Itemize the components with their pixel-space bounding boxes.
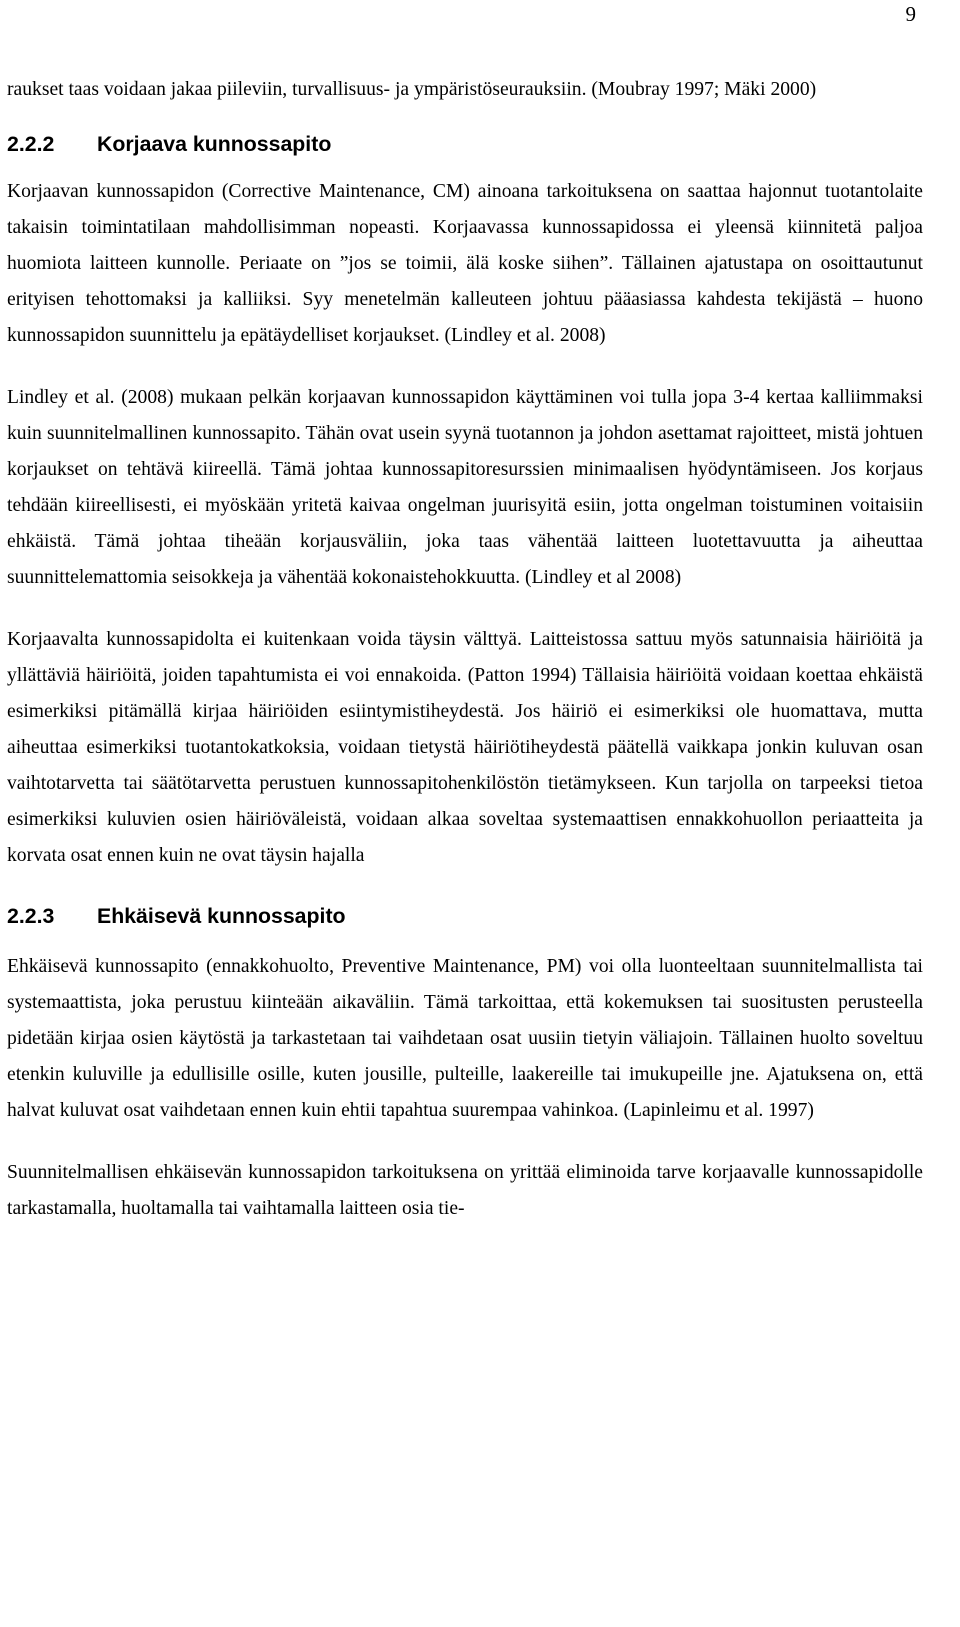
paragraph-continuation: raukset taas voidaan jakaa piileviin, turvallisuus- ja ympäristöseurauksiin. (Moubray 1997; Mäki 2000)	[7, 79, 817, 100]
paragraph: Korjaavan kunnossapidon (Corrective Maintenance, CM) ainoana tarkoituksena on saattaa hajonnut tuotantolaite takaisin toimintatilaan mahdollisimman nopeasti. Korjaavassa kunnossapidossa ei yleensä kiinnitetä paljoa huomiota laitteen kunnolle. Periaate on ”jos se toimii, älä koske siihen”. Tällainen ajatustapa on osoittautunut erityisen tehottomaksi ja kalliiksi. Syy menetelmän kalleuteen johtuu pääasiassa kahdesta tekijästä – huono kunnossapidon suunnittelu ja epätäydelliset korjaukset. (Lindley et al. 2008)	[7, 181, 923, 346]
paragraph: Suunnitelmallisen ehkäisevän kunnossapidon tarkoituksena on yrittää eliminoida tarve korjaavalle kunnossapidolle tarkastamalla, huoltamalla tai vaihtamalla laitteen osia tie-	[7, 1162, 923, 1219]
paragraph: Korjaavalta kunnossapidolta ei kuitenkaan voida täysin välttyä. Laitteistossa sattuu myös satunnaisia häiriöitä ja yllättäviä häiriöitä, joiden tapahtumista ei voi ennakoida. (Patton 1994) Tällaisia häiriöitä voidaan koettaa ehkäistä esimerkiksi pitämällä kirjaa häiriöiden esiintymistiheydestä. Jos häiriö ei esimerkiksi ole huomattava, mutta aiheuttaa esimerkiksi tuotantokatkoksia, voidaan tietystä häiriötiheydestä päätellä vaikkapa jonkin kuluvan osan vaihtotarvetta tai säätötarvetta perustuen kunnossapitohenkilöstön tietämykseen. Kun tarjolla on tarpeeksi tietoa esimerkiksi kuluvien osien häiriöväleistä, voidaan alkaa soveltaa systemaattisen ennakkohuollon periaatteita ja korvata osat ennen kuin ne ovat täysin hajalla	[7, 629, 923, 866]
section-number: 2.2.2	[7, 132, 55, 156]
page-number: 9	[905, 2, 916, 26]
section-number: 2.2.3	[7, 904, 55, 928]
page-body	[7, 72, 923, 1227]
section-heading-2-2-3	[7, 904, 923, 928]
section-heading-2-2-2	[7, 132, 923, 156]
section-title: Ehkäisevä kunnossapito	[97, 904, 346, 928]
paragraph: Ehkäisevä kunnossapito (ennakkohuolto, Preventive Maintenance, PM) voi olla luonteeltaan suunnitelmallista tai systemaattista, joka perustuu kiinteään aikaväliin. Tämä tarkoittaa, että kokemuksen tai suositusten perusteella pidetään kirjaa osien käytöstä ja tarkastetaan tai vaihdetaan osat uusiin tietyin väliajoin. Tällainen huolto soveltuu etenkin kuluville ja edullisille osille, kuten jousille, pulteille, laakereille tai imukupeille jne. Ajatuksena on, että halvat kuluvat osat vaihdetaan ennen kuin ehtii tapahtua suurempaa vahinkoa. (Lapinleimu et al. 1997)	[7, 956, 923, 1121]
paragraph: Lindley et al. (2008) mukaan pelkän korjaavan kunnossapidon käyttäminen voi tulla jopa 3-4 kertaa kalliimmaksi kuin suunnitelmallinen kunnossapito. Tähän ovat usein syynä tuotannon ja johdon asettamat rajoitteet, mistä johtuen korjaukset on tehtävä kiireellä. Tämä johtaa kunnossapitoresurssien minimaalisen hyödyntämiseen. Jos korjaus tehdään kiireellisesti, ei myöskään yritetä kaivaa ongelman juurisyitä esiin, jotta ongelman toistuminen voitaisiin ehkäistä. Tämä johtaa tiheään korjausväliin, joka taas vähentää laitteen luotettavuutta ja aiheuttaa suunnittelemattomia seisokkeja ja vähentää kokonaistehokkuutta. (Lindley et al 2008)	[7, 387, 923, 588]
section-title: Korjaava kunnossapito	[97, 132, 332, 156]
